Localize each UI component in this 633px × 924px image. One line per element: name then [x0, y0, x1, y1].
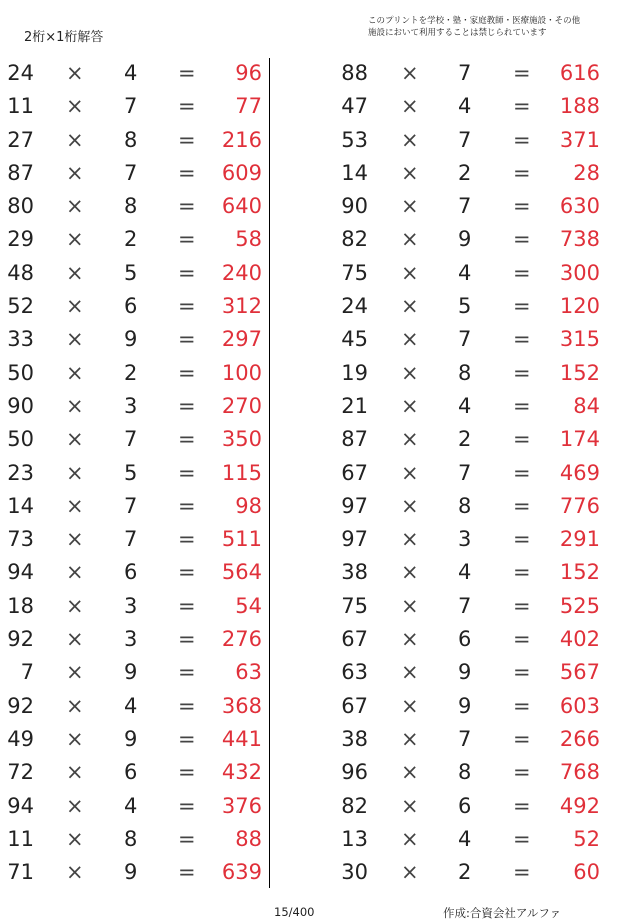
answer: 492 — [559, 793, 600, 818]
times-sign: × — [66, 194, 84, 219]
page-number: 15/400 — [274, 905, 315, 919]
times-sign: × — [401, 61, 419, 85]
equals-sign: = — [178, 227, 196, 252]
multiplicand: 87 — [7, 160, 34, 185]
multiplicand: 97 — [341, 527, 368, 552]
multiplicand: 92 — [7, 627, 34, 652]
times-sign: × — [66, 660, 84, 685]
multiplicand: 52 — [7, 294, 34, 319]
equals-sign: = — [513, 726, 531, 751]
equals-sign: = — [513, 527, 531, 552]
multiplier: 6 — [458, 793, 472, 818]
multiplicand: 53 — [341, 127, 368, 152]
answer: 152 — [559, 560, 600, 585]
multiplier: 6 — [458, 627, 472, 652]
multiplicand: 63 — [341, 660, 368, 685]
page-title: 2桁×1桁解答 — [24, 30, 104, 45]
multiplicand: 48 — [7, 260, 34, 285]
multiplicand: 45 — [341, 327, 368, 352]
times-sign: × — [401, 227, 419, 252]
times-sign: × — [66, 127, 84, 152]
multiplicand: 13 — [341, 826, 368, 851]
times-sign: × — [66, 393, 84, 418]
times-sign: × — [66, 627, 84, 652]
times-sign: × — [401, 427, 419, 452]
equals-sign: = — [178, 127, 196, 152]
multiplier: 4 — [458, 260, 472, 285]
multiplicand: 50 — [7, 360, 34, 385]
times-sign: × — [66, 593, 84, 618]
multiplicand: 88 — [341, 61, 368, 85]
equals-sign: = — [178, 826, 196, 851]
equals-sign: = — [513, 194, 531, 219]
answer: 616 — [559, 61, 600, 85]
answer: 266 — [559, 726, 600, 751]
answer: 98 — [235, 493, 262, 518]
times-sign: × — [401, 860, 419, 885]
equals-sign: = — [513, 260, 531, 285]
equals-sign: = — [513, 294, 531, 319]
times-sign: × — [401, 127, 419, 152]
answer: 376 — [221, 793, 262, 818]
multiplicand: 94 — [7, 560, 34, 585]
multiplicand: 38 — [341, 726, 368, 751]
answer: 120 — [559, 294, 600, 319]
equals-sign: = — [513, 61, 531, 85]
multiplier: 4 — [458, 94, 472, 119]
answer: 469 — [559, 460, 600, 485]
multiplier: 4 — [124, 61, 138, 85]
multiplicand: 75 — [341, 260, 368, 285]
times-sign: × — [401, 726, 419, 751]
answer: 640 — [221, 194, 262, 219]
times-sign: × — [401, 660, 419, 685]
multiplier: 8 — [124, 194, 138, 219]
equals-sign: = — [513, 826, 531, 851]
times-sign: × — [401, 160, 419, 185]
answer: 315 — [559, 327, 600, 352]
multiplier: 7 — [458, 593, 472, 618]
answer: 738 — [559, 227, 600, 252]
answer: 58 — [235, 227, 262, 252]
multiplicand: 24 — [7, 61, 34, 85]
multiplicand: 90 — [7, 393, 34, 418]
times-sign: × — [66, 860, 84, 885]
times-sign: × — [66, 294, 84, 319]
answer: 609 — [221, 160, 262, 185]
times-sign: × — [66, 493, 84, 518]
answer: 276 — [221, 627, 262, 652]
times-sign: × — [66, 527, 84, 552]
equals-sign: = — [178, 860, 196, 885]
equals-sign: = — [178, 61, 196, 85]
multiplicand: 19 — [341, 360, 368, 385]
multiplicand: 30 — [341, 860, 368, 885]
times-sign: × — [401, 760, 419, 785]
multiplier: 4 — [124, 793, 138, 818]
equals-sign: = — [513, 427, 531, 452]
answer: 52 — [573, 826, 600, 851]
multiplicand: 67 — [341, 460, 368, 485]
equals-sign: = — [178, 593, 196, 618]
multiplier: 9 — [124, 660, 138, 685]
answer: 630 — [559, 194, 600, 219]
answer: 77 — [235, 94, 262, 119]
times-sign: × — [66, 460, 84, 485]
equals-sign: = — [513, 227, 531, 252]
answer: 639 — [221, 860, 262, 885]
multiplier: 6 — [124, 760, 138, 785]
multiplicand: 80 — [7, 194, 34, 219]
times-sign: × — [66, 760, 84, 785]
multiplier: 5 — [124, 260, 138, 285]
answer: 300 — [559, 260, 600, 285]
multiplier: 6 — [124, 560, 138, 585]
multiplicand: 24 — [341, 294, 368, 319]
equals-sign: = — [513, 627, 531, 652]
times-sign: × — [66, 793, 84, 818]
multiplicand: 94 — [7, 793, 34, 818]
multiplier: 7 — [458, 127, 472, 152]
multiplier: 9 — [458, 660, 472, 685]
multiplicand: 87 — [341, 427, 368, 452]
multiplicand: 50 — [7, 427, 34, 452]
times-sign: × — [401, 826, 419, 851]
multiplicand: 7 — [20, 660, 34, 685]
multiplicand: 47 — [341, 94, 368, 119]
answer: 216 — [221, 127, 262, 152]
multiplicand: 11 — [7, 94, 34, 119]
answer: 28 — [573, 160, 600, 185]
times-sign: × — [401, 560, 419, 585]
multiplicand: 97 — [341, 493, 368, 518]
equals-sign: = — [513, 327, 531, 352]
multiplier: 7 — [124, 527, 138, 552]
equals-sign: = — [178, 560, 196, 585]
multiplier: 7 — [458, 460, 472, 485]
equals-sign: = — [513, 793, 531, 818]
multiplier: 7 — [458, 327, 472, 352]
equals-sign: = — [513, 493, 531, 518]
answer: 291 — [559, 527, 600, 552]
answer: 432 — [221, 760, 262, 785]
answer: 312 — [221, 294, 262, 319]
equals-sign: = — [178, 160, 196, 185]
multiplicand: 11 — [7, 826, 34, 851]
equals-sign: = — [178, 427, 196, 452]
multiplier: 8 — [458, 760, 472, 785]
equals-sign: = — [178, 726, 196, 751]
times-sign: × — [66, 61, 84, 85]
multiplicand: 49 — [7, 726, 34, 751]
multiplier: 4 — [458, 826, 472, 851]
multiplier: 7 — [458, 194, 472, 219]
multiplicand: 71 — [7, 860, 34, 885]
multiplier: 7 — [124, 160, 138, 185]
multiplier: 8 — [124, 826, 138, 851]
answer: 371 — [559, 127, 600, 152]
times-sign: × — [401, 527, 419, 552]
multiplier: 5 — [124, 460, 138, 485]
times-sign: × — [401, 194, 419, 219]
multiplicand: 67 — [341, 627, 368, 652]
author-credit: 作成:合資会社アルファ — [443, 906, 562, 920]
times-sign: × — [401, 260, 419, 285]
times-sign: × — [66, 826, 84, 851]
multiplicand: 82 — [341, 227, 368, 252]
multiplicand: 18 — [7, 593, 34, 618]
multiplier: 2 — [458, 860, 472, 885]
multiplicand: 38 — [341, 560, 368, 585]
multiplicand: 29 — [7, 227, 34, 252]
multiplier: 3 — [124, 593, 138, 618]
answer: 511 — [221, 527, 262, 552]
equals-sign: = — [513, 560, 531, 585]
equals-sign: = — [178, 793, 196, 818]
multiplier: 3 — [124, 393, 138, 418]
times-sign: × — [66, 327, 84, 352]
answer: 368 — [221, 693, 262, 718]
times-sign: × — [401, 460, 419, 485]
times-sign: × — [401, 693, 419, 718]
multiplicand: 96 — [341, 760, 368, 785]
times-sign: × — [401, 493, 419, 518]
multiplier: 3 — [124, 627, 138, 652]
equals-sign: = — [513, 460, 531, 485]
times-sign: × — [66, 360, 84, 385]
equals-sign: = — [513, 660, 531, 685]
answer: 240 — [221, 260, 262, 285]
times-sign: × — [66, 260, 84, 285]
equals-sign: = — [513, 693, 531, 718]
multiplicand: 90 — [341, 194, 368, 219]
multiplier: 7 — [458, 61, 472, 85]
answer: 88 — [235, 826, 262, 851]
multiplier: 2 — [458, 427, 472, 452]
equals-sign: = — [178, 360, 196, 385]
equals-sign: = — [513, 593, 531, 618]
answer: 402 — [559, 627, 600, 652]
answer: 776 — [559, 493, 600, 518]
answer: 100 — [221, 360, 262, 385]
equals-sign: = — [178, 460, 196, 485]
multiplicand: 82 — [341, 793, 368, 818]
times-sign: × — [66, 227, 84, 252]
multiplier: 2 — [458, 160, 472, 185]
multiplier: 4 — [458, 393, 472, 418]
multiplier: 5 — [458, 294, 472, 319]
times-sign: × — [66, 160, 84, 185]
equals-sign: = — [513, 393, 531, 418]
answer: 567 — [559, 660, 600, 685]
answer: 768 — [559, 760, 600, 785]
multiplicand: 72 — [7, 760, 34, 785]
answer: 441 — [221, 726, 262, 751]
equals-sign: = — [178, 327, 196, 352]
answer: 96 — [235, 61, 262, 85]
equals-sign: = — [513, 160, 531, 185]
multiplier: 2 — [124, 360, 138, 385]
answer: 270 — [221, 393, 262, 418]
equals-sign: = — [178, 760, 196, 785]
multiplier: 9 — [124, 726, 138, 751]
multiplier: 9 — [458, 693, 472, 718]
answer: 84 — [573, 393, 600, 418]
answer: 152 — [559, 360, 600, 385]
answer: 115 — [221, 460, 262, 485]
multiplier: 3 — [458, 527, 472, 552]
answer: 60 — [573, 860, 600, 885]
multiplicand: 73 — [7, 527, 34, 552]
multiplier: 4 — [124, 693, 138, 718]
equals-sign: = — [178, 393, 196, 418]
times-sign: × — [401, 393, 419, 418]
times-sign: × — [66, 427, 84, 452]
answer: 174 — [559, 427, 600, 452]
multiplier: 9 — [124, 327, 138, 352]
multiplicand: 33 — [7, 327, 34, 352]
multiplicand: 14 — [341, 160, 368, 185]
equals-sign: = — [178, 260, 196, 285]
equals-sign: = — [178, 693, 196, 718]
times-sign: × — [66, 94, 84, 119]
times-sign: × — [401, 327, 419, 352]
equals-sign: = — [178, 294, 196, 319]
answer: 564 — [221, 560, 262, 585]
answer: 525 — [559, 593, 600, 618]
multiplier: 9 — [124, 860, 138, 885]
answer: 603 — [559, 693, 600, 718]
multiplicand: 21 — [341, 393, 368, 418]
answer: 63 — [235, 660, 262, 685]
equals-sign: = — [178, 527, 196, 552]
answer: 350 — [221, 427, 262, 452]
multiplicand: 67 — [341, 693, 368, 718]
times-sign: × — [66, 560, 84, 585]
answer: 54 — [235, 593, 262, 618]
multiplier: 8 — [458, 493, 472, 518]
equals-sign: = — [178, 493, 196, 518]
times-sign: × — [401, 294, 419, 319]
equals-sign: = — [178, 627, 196, 652]
equals-sign: = — [178, 94, 196, 119]
equals-sign: = — [513, 760, 531, 785]
multiplicand: 27 — [7, 127, 34, 152]
times-sign: × — [401, 593, 419, 618]
column-divider — [269, 58, 270, 888]
multiplier: 7 — [124, 493, 138, 518]
equals-sign: = — [178, 660, 196, 685]
usage-notice: このプリントを学校・塾・家庭教師・医療施設・その他 施設において利用することは禁じられています — [368, 16, 581, 38]
multiplier: 8 — [124, 127, 138, 152]
times-sign: × — [401, 627, 419, 652]
equals-sign: = — [513, 94, 531, 119]
multiplier: 6 — [124, 294, 138, 319]
multiplicand: 23 — [7, 460, 34, 485]
answer: 297 — [221, 327, 262, 352]
multiplicand: 75 — [341, 593, 368, 618]
multiplicand: 14 — [7, 493, 34, 518]
multiplier: 7 — [458, 726, 472, 751]
equals-sign: = — [513, 127, 531, 152]
answer: 188 — [559, 94, 600, 119]
equals-sign: = — [513, 360, 531, 385]
multiplier: 7 — [124, 427, 138, 452]
multiplier: 8 — [458, 360, 472, 385]
times-sign: × — [401, 360, 419, 385]
times-sign: × — [401, 94, 419, 119]
multiplier: 7 — [124, 94, 138, 119]
multiplicand: 92 — [7, 693, 34, 718]
multiplier: 4 — [458, 560, 472, 585]
times-sign: × — [66, 693, 84, 718]
equals-sign: = — [178, 194, 196, 219]
equals-sign: = — [513, 860, 531, 885]
times-sign: × — [401, 793, 419, 818]
multiplier: 9 — [458, 227, 472, 252]
times-sign: × — [66, 726, 84, 751]
multiplier: 2 — [124, 227, 138, 252]
